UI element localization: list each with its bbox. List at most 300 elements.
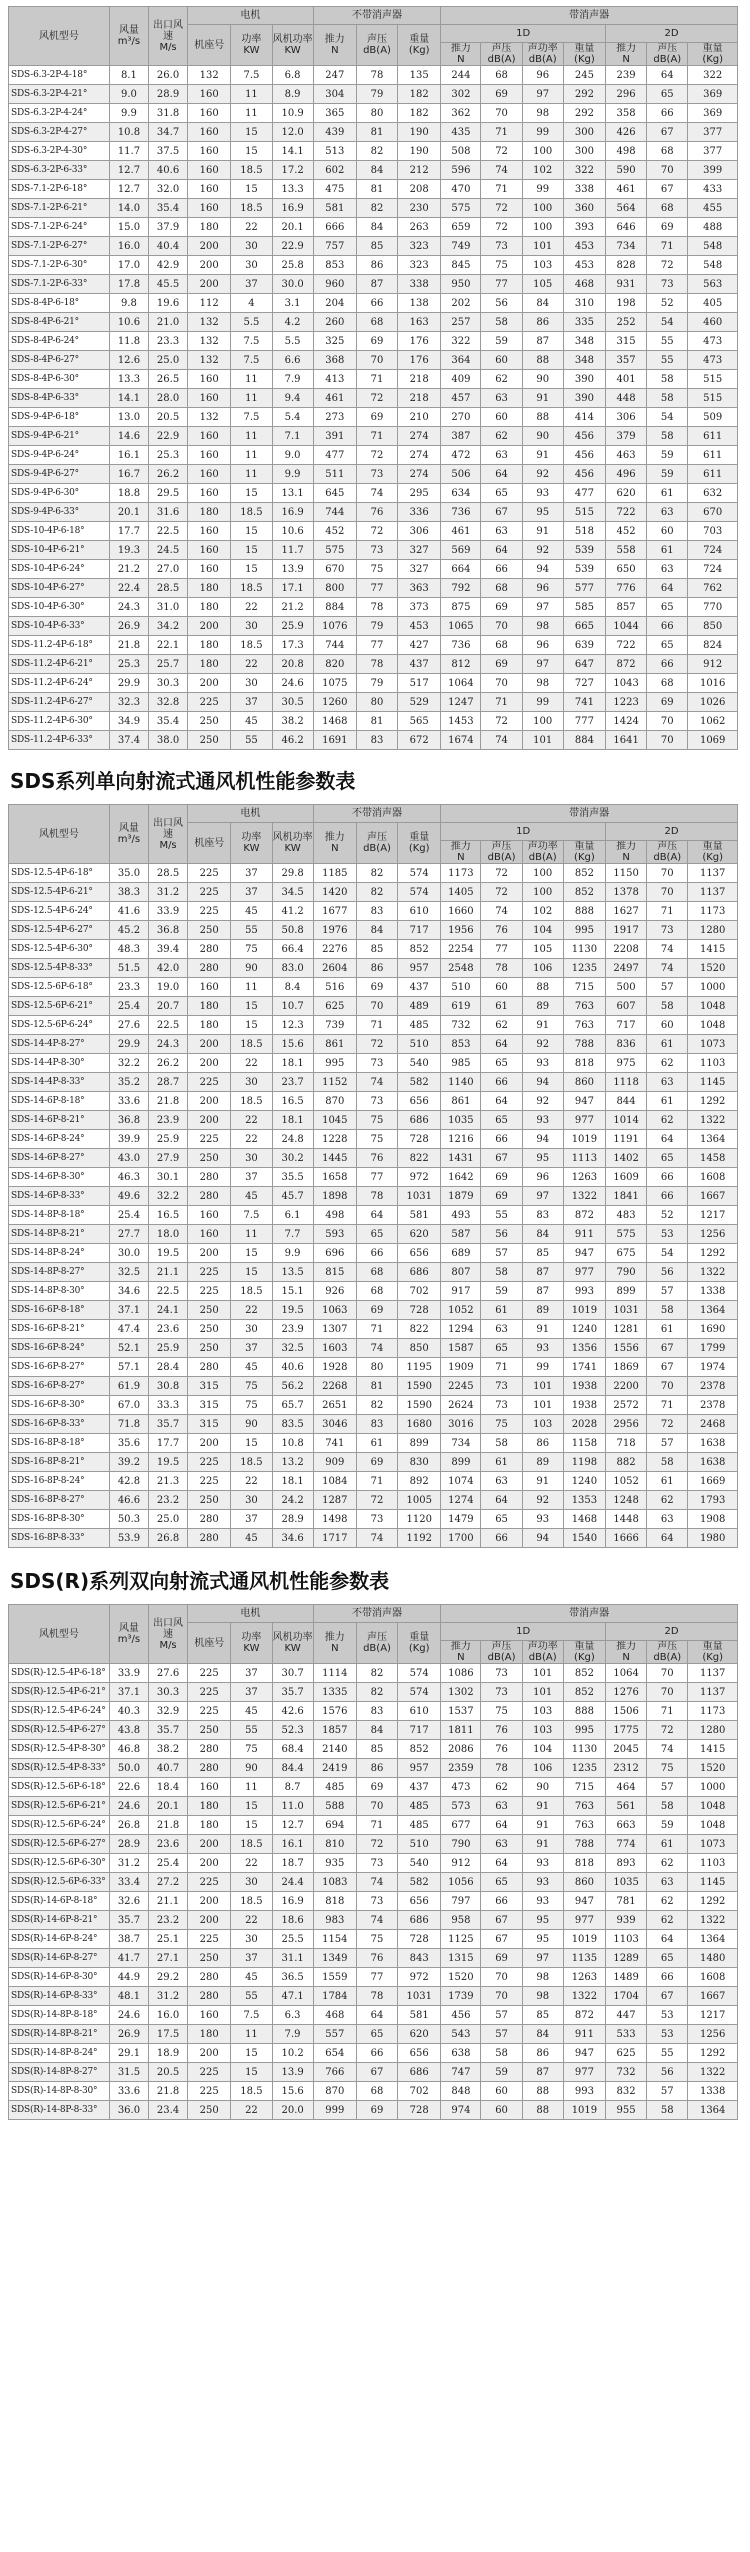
table-cell: 717 [398,921,441,940]
table-row [9,1396,738,1415]
table-cell: 64 [647,1529,688,1548]
table-cell: 104 [522,1740,563,1759]
table-cell: 1448 [606,1510,647,1529]
table-cell: 32.3 [109,693,148,712]
table-cell: 61 [647,1835,688,1854]
table-cell: 1031 [398,1187,441,1206]
col-2d-weight [688,841,738,864]
table-row [9,2101,738,2120]
table-cell: 67 [647,1358,688,1377]
table-cell: 620 [606,484,647,503]
table-cell: 212 [398,161,441,180]
table-row [9,1854,738,1873]
table-cell: 30 [231,1491,272,1510]
table-cell: 20.0 [272,2101,313,2120]
table-cell: 160 [188,370,231,389]
table-cell: 515 [688,389,738,408]
col-weight [398,823,441,864]
table-cell: 74 [356,484,397,503]
model-cell: SDS(R)-12.5-6P-6-18° [9,1778,110,1797]
table-cell: 11 [231,1778,272,1797]
table-cell: 1130 [563,940,605,959]
table-cell: 225 [188,693,231,712]
table-cell: 960 [313,275,356,294]
model-cell: SDS-16-8P-8-27° [9,1491,110,1510]
table-cell: 90 [522,427,563,446]
table-row [9,351,738,370]
table-cell: 63 [481,1797,522,1816]
table-cell: 71 [356,1016,397,1035]
table-cell: 1074 [441,1472,481,1491]
table-cell: 452 [313,522,356,541]
table-cell: 728 [398,1301,441,1320]
table-cell: 1353 [563,1491,605,1510]
table-cell: 74 [356,1911,397,1930]
table-cell: 4.2 [272,313,313,332]
table-cell: 82 [356,1683,397,1702]
table-cell: 30.0 [272,275,313,294]
table-cell: 734 [606,237,647,256]
table-cell: 1302 [441,1683,481,1702]
table-cell: 73 [356,465,397,484]
table-cell: 25.0 [149,351,188,370]
table3-title: SDS(R)系列双向射流式通风机性能参数表 [10,1569,390,1593]
table-cell: 763 [563,1816,605,1835]
model-cell: SDS-8-4P-6-21° [9,313,110,332]
table-cell: 475 [313,180,356,199]
table-cell: 4 [231,294,272,313]
table-row [9,978,738,997]
table-cell: 59 [481,332,522,351]
table-cell: 88 [522,2101,563,2120]
col-1d-noise-label: 声压 [491,841,512,852]
table-cell: 24.8 [272,1130,313,1149]
table-cell: 180 [188,218,231,237]
model-cell: SDS(R)-12.5-6P-6-24° [9,1816,110,1835]
table-cell: 28.9 [149,85,188,104]
table-cell: 861 [441,1092,481,1111]
table-cell: 455 [688,199,738,218]
table-cell: 1280 [688,1721,738,1740]
table-cell: 11 [231,104,272,123]
table-cell: 1415 [688,1740,738,1759]
table-cell: 270 [441,408,481,427]
table-cell: 533 [606,2025,647,2044]
table-cell: 10.9 [272,104,313,123]
table-cell: 225 [188,883,231,902]
table-cell: 686 [398,1263,441,1282]
table-row [9,1301,738,1320]
col-outlet-speed-unit: M/s [159,1639,177,1651]
table-row [9,1377,738,1396]
table-cell: 24.2 [272,1491,313,1510]
table-cell: 10.7 [272,997,313,1016]
table-cell: 1191 [606,1130,647,1149]
table-cell: 280 [188,940,231,959]
table-cell: 23.6 [149,1835,188,1854]
table-cell: 2419 [313,1759,356,1778]
table-cell: 1063 [313,1301,356,1320]
table-cell: 98 [522,1987,563,2006]
model-cell: SDS(R)-14-6P-8-33° [9,1987,110,2006]
table-cell: 58 [647,997,688,1016]
table-cell: 56 [481,294,522,313]
table-cell: 225 [188,1683,231,1702]
col-1d-sound-power [522,43,563,66]
table-cell: 540 [398,1854,441,1873]
table-cell: 781 [606,1892,647,1911]
table-cell: 64 [481,1816,522,1835]
table-cell: 590 [606,161,647,180]
table-cell: 67 [481,1149,522,1168]
model-cell: SDS(R)-12.5-4P-8-33° [9,1759,110,1778]
table-cell: 83 [356,731,397,750]
table-row [9,1130,738,1149]
table-cell: 36.5 [272,1968,313,1987]
table-cell: 60 [481,351,522,370]
table-cell: 15 [231,1434,272,1453]
table-cell: 634 [441,484,481,503]
model-cell: SDS(R)-12.5-4P-6-24° [9,1702,110,1721]
table-cell: 34.6 [272,1529,313,1548]
table-cell: 68 [647,142,688,161]
table-cell: 461 [606,180,647,199]
table-cell: 45 [231,1968,272,1987]
col-thrust [313,25,356,66]
table-cell: 50.3 [109,1510,148,1529]
table-cell: 18.5 [231,503,272,522]
table-cell: 78 [356,1187,397,1206]
table-cell: 585 [563,598,605,617]
table-row [9,1835,738,1854]
table-cell: 63 [647,1873,688,1892]
table-cell: 42.8 [109,1472,148,1491]
table-cell: 34.7 [149,123,188,142]
col-flow-unit: m³/s [117,834,141,845]
table-cell: 19.5 [149,1453,188,1472]
table-row [9,1149,738,1168]
table-cell: 7.9 [272,2025,313,2044]
col-2d-noise [647,43,688,66]
table-cell: 53.9 [109,1529,148,1548]
table-cell: 24.6 [272,674,313,693]
table-cell: 638 [441,2044,481,2063]
table-cell: 23.9 [272,1320,313,1339]
table-cell: 632 [688,484,738,503]
table-cell: 776 [606,579,647,598]
table-cell: 732 [441,1016,481,1035]
table-cell: 163 [398,313,441,332]
model-cell: SDS-10-4P-6-33° [9,617,110,636]
table-cell: 686 [398,1111,441,1130]
table-cell: 57 [481,2006,522,2025]
table-cell: 280 [188,1987,231,2006]
table-cell: 1065 [441,617,481,636]
table-cell: 715 [563,978,605,997]
table-row [9,1987,738,2006]
table-cell: 30 [231,1873,272,1892]
table-cell: 1917 [606,921,647,940]
table-cell: 200 [188,2044,231,2063]
table-cell: 182 [398,85,441,104]
table-cell: 993 [563,2082,605,2101]
table-cell: 1556 [606,1339,647,1358]
table-cell: 57.1 [109,1358,148,1377]
table-cell: 509 [688,408,738,427]
table-cell: 57 [647,1282,688,1301]
table-cell: 1000 [688,1778,738,1797]
table-cell: 87 [356,275,397,294]
table-cell: 67.0 [109,1396,148,1415]
table-cell: 62 [481,1016,522,1035]
table-cell: 86 [356,256,397,275]
table-cell: 25.3 [149,446,188,465]
table-cell: 74 [647,1740,688,1759]
table1-section [8,6,738,750]
table-cell: 2359 [441,1759,481,1778]
table-cell: 718 [606,1434,647,1453]
table-cell: 66 [481,1130,522,1149]
table-cell: 1173 [688,902,738,921]
table-cell: 33.9 [109,1664,148,1683]
model-cell: SDS-14-8P-8-18° [9,1206,110,1225]
table-cell: 84.4 [272,1759,313,1778]
table-cell: 70 [647,731,688,750]
table-cell: 1641 [606,731,647,750]
model-cell: SDS-16-6P-8-27° [9,1377,110,1396]
table-cell: 362 [441,104,481,123]
col-1d-thrust-label: 推力 [450,841,471,852]
col-1d-sound-power-unit: dB(A) [528,54,557,65]
table-cell: 45 [231,712,272,731]
table-cell: 66 [647,617,688,636]
table-cell: 62 [647,1854,688,1873]
col-1d-sound-power [522,841,563,864]
table-cell: 763 [563,997,605,1016]
table-row [9,1949,738,1968]
table-cell: 55 [481,1206,522,1225]
table-cell: 832 [606,2082,647,2101]
table-cell: 12.6 [109,351,148,370]
table-cell: 225 [188,1930,231,1949]
table-cell: 427 [398,636,441,655]
col-noise-unit: dB(A) [363,1643,391,1654]
col-thrust-label: 推力 [324,34,345,45]
table-cell: 182 [398,104,441,123]
table-cell: 1035 [441,1111,481,1130]
col-1d-weight-unit: (Kg) [574,1652,595,1663]
table-cell: 6.8 [272,66,313,85]
table-cell: 1086 [441,1664,481,1683]
col-thrust [313,823,356,864]
table-cell: 70 [647,883,688,902]
table-cell: 724 [688,560,738,579]
table-cell: 1674 [441,731,481,750]
table-cell: 1506 [606,1702,647,1721]
table-cell: 1576 [313,1702,356,1721]
table-cell: 788 [563,1035,605,1054]
table-cell: 999 [313,2101,356,2120]
table-cell: 65 [647,85,688,104]
table-cell: 72 [356,1835,397,1854]
table-cell: 1468 [563,1510,605,1529]
table-cell: 818 [563,1054,605,1073]
table-cell: 30.1 [149,1168,188,1187]
table-cell: 25.9 [149,1339,188,1358]
model-cell: SDS-16-8P-8-33° [9,1529,110,1548]
table-cell: 393 [563,218,605,237]
table-cell: 1292 [688,1092,738,1111]
table-cell: 741 [313,1434,356,1453]
table-cell: 647 [563,655,605,674]
table-cell: 2140 [313,1740,356,1759]
table-cell: 686 [398,1911,441,1930]
table-cell: 33.6 [109,1092,148,1111]
table-row [9,959,738,978]
table-cell: 797 [441,1892,481,1911]
table-cell: 225 [188,864,231,883]
table-cell: 27.0 [149,560,188,579]
table-cell: 323 [398,256,441,275]
table-row [9,1263,738,1282]
table-cell: 64 [356,1206,397,1225]
table-cell: 15 [231,142,272,161]
table-cell: 274 [398,446,441,465]
table-cell: 11 [231,446,272,465]
table-cell: 1140 [441,1073,481,1092]
table-cell: 1338 [688,1282,738,1301]
table-cell: 25.7 [149,655,188,674]
table-cell: 90 [231,1415,272,1434]
table-cell: 74 [481,731,522,750]
table-cell: 9.8 [109,294,148,313]
table-cell: 11.0 [272,1797,313,1816]
col-1d-noise-unit: dB(A) [487,54,516,65]
table-cell: 239 [606,66,647,85]
table-cell: 76 [356,1949,397,1968]
table-cell: 16.9 [272,503,313,522]
table-cell: 250 [188,1339,231,1358]
table-cell: 59 [481,2063,522,2082]
table-cell: 280 [188,959,231,978]
table-cell: 853 [313,256,356,275]
table-cell: 77 [481,940,522,959]
table-cell: 28.5 [149,579,188,598]
table-cell: 200 [188,674,231,693]
table-cell: 30.0 [109,1244,148,1263]
model-cell: SDS-12.5-4P-6-30° [9,940,110,959]
table-cell: 563 [688,275,738,294]
model-cell: SDS-11.2-4P-6-27° [9,693,110,712]
table-cell: 66 [647,655,688,674]
table-cell: 57 [647,2082,688,2101]
table-cell: 1103 [688,1054,738,1073]
table-cell: 1137 [688,1683,738,1702]
table-cell: 13.3 [272,180,313,199]
model-cell: SDS-7.1-2P-6-18° [9,180,110,199]
table-cell: 106 [522,1759,563,1778]
table-cell: 160 [188,180,231,199]
col-thrust-label: 推力 [324,1632,345,1643]
table-cell: 1638 [688,1434,738,1453]
table-cell: 70 [481,617,522,636]
table-cell: 29.2 [149,1968,188,1987]
table-row [9,598,738,617]
table-cell: 37 [231,1949,272,1968]
table-cell: 35.6 [109,1434,148,1453]
table-cell: 20.5 [149,2063,188,2082]
col-1d: 1D [441,1623,606,1641]
table-cell: 593 [313,1225,356,1244]
table-cell: 1114 [313,1664,356,1683]
table-row [9,1664,738,1683]
table-cell: 31.1 [272,1949,313,1968]
table-cell: 68 [481,636,522,655]
col-2d-weight-label: 重量 [702,43,723,54]
table-cell: 70 [356,1797,397,1816]
table-cell: 770 [688,598,738,617]
table-cell: 368 [313,351,356,370]
table-cell: 180 [188,503,231,522]
table-row [9,560,738,579]
table-cell: 68 [356,313,397,332]
table-row [9,1778,738,1797]
table-cell: 1869 [606,1358,647,1377]
table-cell: 620 [398,1225,441,1244]
table-cell: 160 [188,199,231,218]
table-row [9,1206,738,1225]
table-cell: 41.6 [109,902,148,921]
table-cell: 7.5 [231,332,272,351]
table-cell: 34.5 [272,883,313,902]
table-cell: 807 [441,1263,481,1282]
table-cell: 993 [563,1282,605,1301]
table-cell: 244 [441,66,481,85]
col-power [231,1623,272,1664]
table-cell: 200 [188,1054,231,1073]
table-cell: 250 [188,712,231,731]
table-cell: 100 [522,864,563,883]
table-cell: 72 [481,864,522,883]
col-flow-label: 风量 [118,25,139,36]
table-cell: 861 [313,1035,356,1054]
table-cell: 75 [356,560,397,579]
table-cell: 63 [481,389,522,408]
col-1d-noise-label: 声压 [491,43,512,54]
table-cell: 1154 [313,1930,356,1949]
table-cell: 280 [188,1529,231,1548]
table-cell: 24.1 [149,1301,188,1320]
table-cell: 69 [356,408,397,427]
table-cell: 63 [647,1510,688,1529]
col-1d-weight-label: 重量 [574,1641,595,1652]
table-cell: 1052 [606,1472,647,1491]
table-cell: 30.8 [149,1377,188,1396]
table-cell: 1956 [441,921,481,940]
table-cell: 1228 [313,1130,356,1149]
table-cell: 82 [356,142,397,161]
col-model: 风机型号 [9,1605,110,1664]
table-cell: 85 [522,1244,563,1263]
table-cell: 972 [398,1168,441,1187]
table-cell: 87 [522,1263,563,1282]
table-cell: 200 [188,1434,231,1453]
table-cell: 529 [398,693,441,712]
table-cell: 202 [441,294,481,313]
table-cell: 788 [563,1835,605,1854]
table-cell: 81 [356,1377,397,1396]
table-cell: 250 [188,921,231,940]
